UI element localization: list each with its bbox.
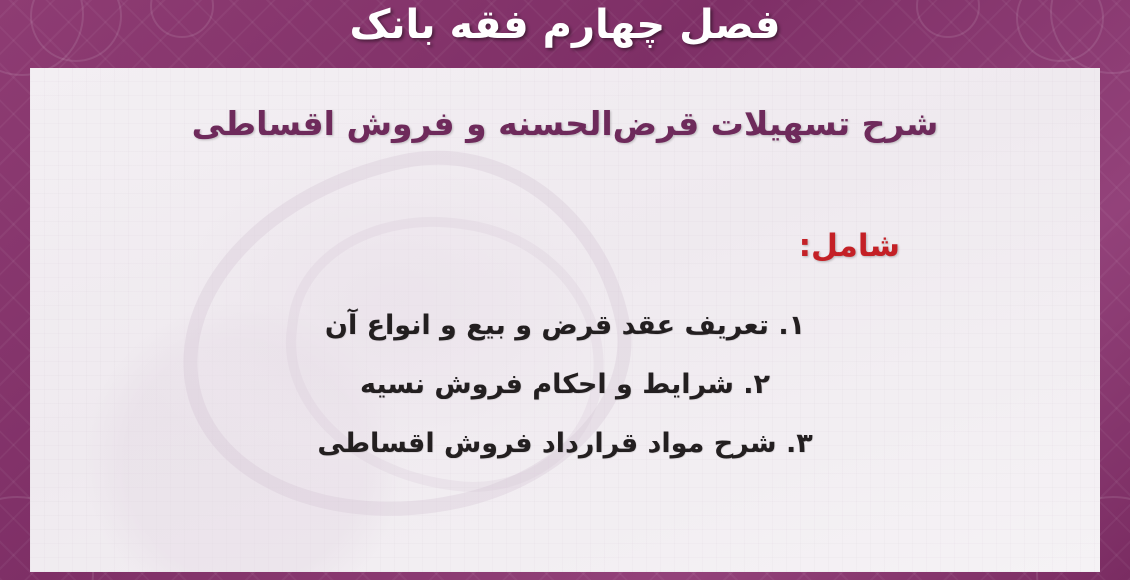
list-item-label: شرایط و احکام فروش نسیه [359,369,734,400]
slide-content-card [30,68,1100,572]
list-item-number: ۱. [778,310,806,341]
content-heading: شرح تسهیلات قرض‌الحسنه و فروش اقساطی [191,104,939,143]
list-item-number: ۲. [743,369,771,400]
includes-label: شامل: [798,228,900,264]
list-item-number: ۳. [785,428,813,459]
list-item [30,296,1100,355]
list-item [30,414,1100,473]
list-item-label: تعریف عقد قرض و بیع و انواع آن [324,310,769,341]
topics-list [30,296,1100,473]
list-item [30,355,1100,414]
list-item-label: شرح مواد قرارداد فروش اقساطی [317,428,777,459]
slide-title: فصل چهارم فقه بانک [349,2,781,48]
